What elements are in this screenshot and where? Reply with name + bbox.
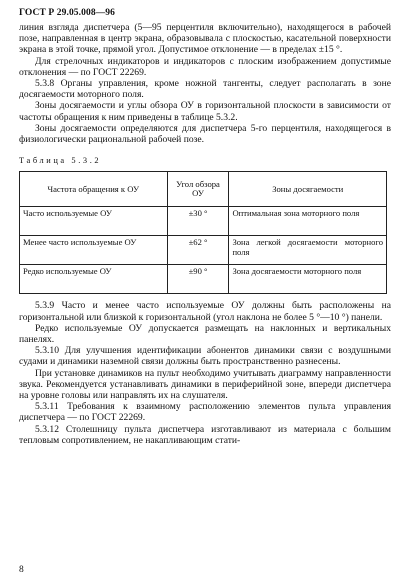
table-cell: Часто используемые ОУ xyxy=(20,207,168,236)
paragraph: При установке динамиков на пульт необходимо учитывать диаграмму направленности звука. Рекомендуется устанавливать динамики в периферийной зоне, впереди диспетчера на уровне головы или направлять их на слушателя. xyxy=(19,367,391,402)
paragraph: линия взгляда диспетчера (5—95 перцентиля включительно), находящегося в рабочей позе, направленная в центр экрана, образовывала с плоскостью, касательной поверхности экрана в этой точке, прямой угол. Допустимое отклонение — в пределах ±15 °. xyxy=(19,22,391,56)
table-cell: Зона легкой досягаемости моторного поля xyxy=(229,236,387,265)
column-header: Частота обращения к ОУ xyxy=(20,172,168,207)
table-cell: ±62 ° xyxy=(167,236,229,265)
paragraph: Для стрелочных индикаторов и индикаторов с плоским изображением допустимые отклонения — по ГОСТ 22269. xyxy=(19,55,391,78)
column-header: Зоны досягаемости xyxy=(229,172,387,207)
table-cell: Оптимальная зона моторного поля xyxy=(229,207,387,236)
table-cell: Менее часто используемые ОУ xyxy=(20,236,168,265)
paragraph: 5.3.8 Органы управления, кроме ножной тангенты, следует располагать в зоне досягаемости моторного поля. xyxy=(19,78,391,101)
table-header-row xyxy=(20,172,387,207)
paragraph: 5.3.12 Столешницу пульта диспетчера изготавливают из материала с большим тепловым сопротивлением, не накапливающим стати- xyxy=(19,423,391,446)
table-cell: Зона досягаемости моторного поля xyxy=(229,265,387,294)
table-cell: ±90 ° xyxy=(167,265,229,294)
paragraph: Зоны досягаемости и углы обзора ОУ в горизонтальной плоскости в зависимости от частоты обращения к ним приведены в таблице 5.3.2. xyxy=(19,100,391,123)
paragraph: Редко используемые ОУ допускается размещать на наклонных и вертикальных панелях. xyxy=(19,322,391,346)
table-row xyxy=(20,236,387,265)
paragraph: 5.3.9 Часто и менее часто используемые ОУ должны быть расположены на горизонтальной или близкой к горизонтальной (угол наклона не более 5 °—10 °) панели. xyxy=(19,300,391,323)
document-body xyxy=(19,22,391,446)
reach-zones-table xyxy=(19,171,387,294)
table-row xyxy=(20,207,387,236)
table-cell: Редко используемые ОУ xyxy=(20,265,168,294)
paragraph: 5.3.11 Требования к взаимному расположению элементов пульта управления диспетчера — по ГОСТ 22269. xyxy=(19,401,391,424)
paragraph: 5.3.10 Для улучшения идентификации абонентов динамики связи с воздушными судами и динамики наземной связи должны быть пространственно разнесены. xyxy=(19,345,391,368)
page-number: 8 xyxy=(19,565,24,575)
table-cell: ±30 ° xyxy=(167,207,229,236)
column-header: Угол обзора ОУ xyxy=(167,172,229,207)
table-row xyxy=(20,265,387,294)
paragraph: Зоны досягаемости определяются для диспетчера 5-го перцентиля, находящегося в физиологически рациональной рабочей позе. xyxy=(19,122,391,146)
table-label: Таблица 5.3.2 xyxy=(19,156,102,166)
standard-header: ГОСТ Р 29.05.008—96 xyxy=(19,8,115,18)
